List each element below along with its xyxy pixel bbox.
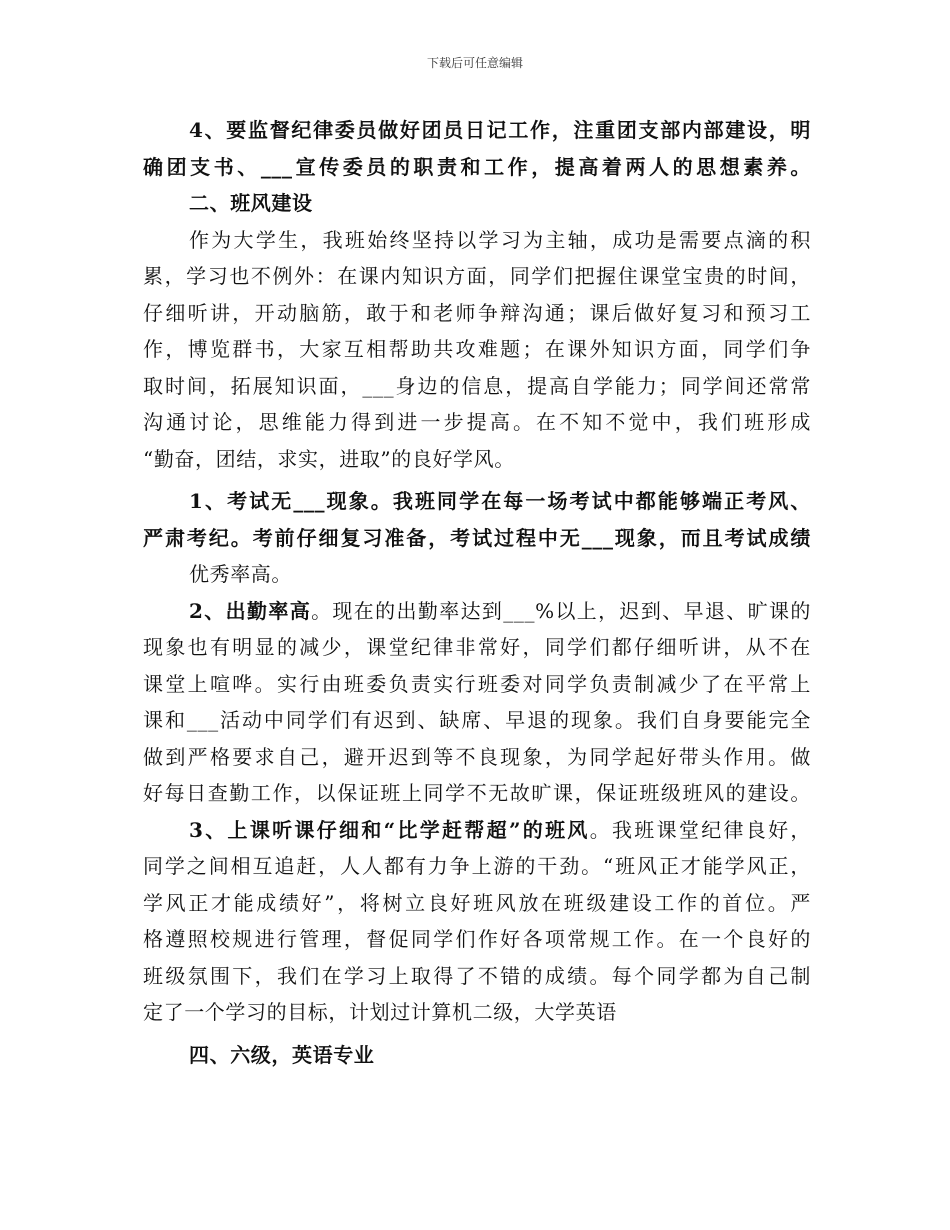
text-line [143, 739, 811, 776]
document-body [143, 112, 811, 1073]
text-line [143, 112, 811, 149]
text-line [143, 222, 811, 259]
text-segment: 取时间，拓展知识面，___身边的信息，提高自学能力；同学间还常常 [143, 373, 811, 398]
text-segment: 。现在的出勤率达到___%以上，迟到、早退、旷课的 [311, 598, 811, 623]
text-segment: 严肃考纪。考前仔细复习准备，考试过程中无___现象，而且考试成绩 [143, 525, 811, 550]
text-line [143, 629, 811, 666]
text-segment: 作为大学生，我班始终坚持以学习为主轴，成功是需要点滴的积 [189, 227, 811, 252]
text-line [143, 441, 811, 478]
text-segment: 3、上课听课仔细和“比学赶帮超”的班风 [189, 817, 590, 842]
section-heading [143, 185, 811, 222]
text-segment: 仔细听讲，开动脑筋，敢于和老师争辩沟通；课后做好复习和预习工 [143, 300, 811, 325]
text-segment: 好每日查勤工作，以保证班上同学不无故旷课，保证班级班风的建设。 [143, 781, 811, 805]
text-segment: 同学之间相互追赶，人人都有力争上游的干劲。“班风正才能学风正， [143, 854, 811, 878]
text-line [143, 331, 811, 368]
text-segment: 二、班风建设 [189, 191, 313, 215]
text-segment: 做到严格要求自己，避开迟到等不良现象，为同学起好带头作用。做 [143, 744, 811, 769]
text-segment: 定了一个学习的目标，计划过计算机二级，大学英语 [143, 1000, 617, 1024]
text-segment: 1、考试无___现象。我班同学在每一场考试中都能够端正考风、 [189, 489, 811, 513]
text-segment: 4、要监督纪律委员做好团员日记工作，注重团支部内部建设，明 [189, 118, 811, 142]
text-segment: 2、出勤率高 [189, 598, 312, 623]
text-line [143, 958, 811, 995]
text-segment: 累，学习也不例外：在课内知识方面，同学们把握住课堂宝贵的时间， [143, 264, 811, 288]
text-line [143, 848, 811, 885]
text-segment: 四、六级，英语专业 [189, 1042, 375, 1067]
text-line [143, 258, 811, 295]
text-line [143, 921, 811, 958]
text-segment: 现象也有明显的减少，课堂纪律非常好，同学们都仔细听讲，从不在 [143, 635, 811, 659]
text-segment: 沟通讨论，思维能力得到进一步提高。在不知不觉中，我们班形成 [143, 410, 811, 434]
text-line [143, 775, 811, 812]
section-heading [143, 1037, 811, 1074]
page-header: 下载后可任意编辑 [426, 56, 523, 70]
text-line [143, 404, 811, 441]
text-line [143, 483, 811, 520]
text-segment: 。我班课堂纪律良好， [589, 817, 812, 842]
text-segment: 确团支书、___宣传委员的职责和工作，提高着两人的思想素养。 [143, 154, 811, 179]
text-line [143, 520, 811, 557]
text-line [143, 994, 811, 1031]
text-line [143, 368, 811, 405]
text-line [143, 295, 811, 332]
text-line [143, 666, 811, 703]
text-segment: 优秀率高。 [189, 562, 292, 586]
text-line [143, 702, 811, 739]
text-segment: “勤奋，团结，求实，进取”的良好学风。 [143, 446, 515, 471]
text-line [143, 593, 811, 630]
text-segment: 学风正才能成绩好”，将树立良好班风放在班级建设工作的首位。严 [143, 890, 811, 915]
text-line [143, 149, 811, 186]
text-line [143, 556, 811, 593]
text-line [143, 812, 811, 849]
text-segment: 课堂上喧哗。实行由班委负责实行班委对同学负责制减少了在平常上 [143, 671, 811, 696]
text-segment: 作，博览群书，大家互相帮助共攻难题；在课外知识方面，同学们争 [143, 337, 811, 361]
text-line [143, 885, 811, 922]
text-segment: 格遵照校规进行管理，督促同学们作好各项常规工作。在一个良好的 [143, 927, 811, 951]
text-segment: 班级氛围下，我们在学习上取得了不错的成绩。每个同学都为自己制 [143, 963, 811, 988]
text-segment: 课和___活动中同学们有迟到、缺席、早退的现象。我们自身要能完全 [143, 708, 811, 732]
